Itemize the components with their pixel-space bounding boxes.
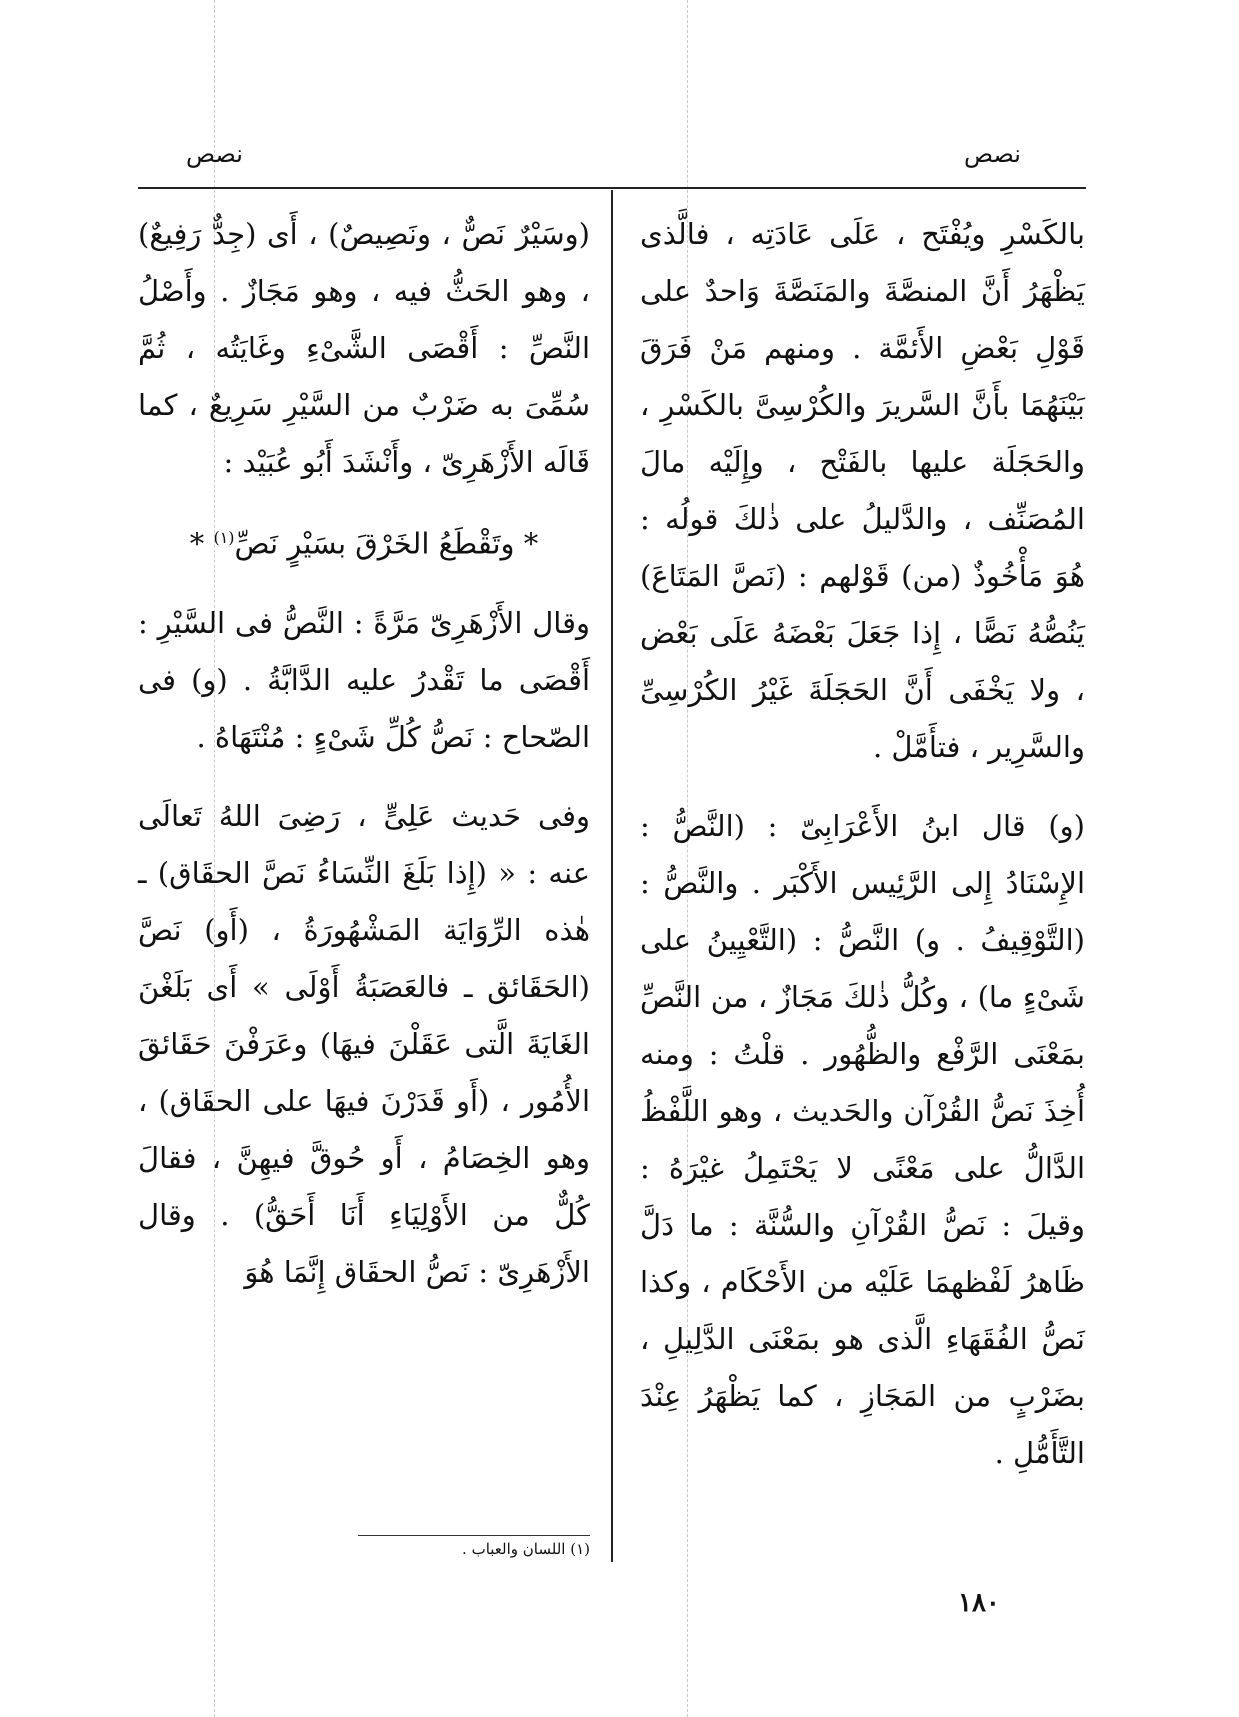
verse-line bbox=[138, 509, 590, 573]
right-paragraph-1: بالكَسْرِ ويُفْتَح ، عَلَى عَادَتِه ، فالَّذى يَظْهَرُ أَنَّ المنصَّةَ والمَنَصَّةَ وَاحدٌ على قَوْلِ بَعْضِ الأَئمَّة . ومنهم مَنْ فَرَقَ بَيْنَهُمَا بأَنَّ السَّريرَ والكُرْسِىَّ بالكَسْرِ ، والحَجَلَة عليها بالفَتْح ، وإِلَيْه مالَ المُصَنِّف ، والدَّليلُ على ذٰلكَ قولُه : هُوَ مَأْخُوذٌ (من) قَوْلهم : (نَصَّ المَتَاعَ) يَنُصُّهُ نَصًّا ، إِذا جَعَلَ بَعْضَهُ عَلَى بَعْض ، ولا يَخْفَى أَنَّ الحَجَلَةَ غَيْرُ الكُرْسِىِّ والسَّرِير ، فتأَمَّلْ . bbox=[640, 217, 1085, 764]
right-paragraph-2: (و) قال ابنُ الأَعْرَابِىّ : (النَّصُّ : الإِسْنَادُ إِلى الرَّئِيس الأَكْبَر . والنَّصُّ : (التَّوْقِيفُ . و) النَّصُّ : (التَّعْيِينُ على شَىْءٍ ما) ، وكُلُّ ذٰلكَ مَجَازٌ ، من النَّصِّ بمَعْنَى الرَّفْع والظُّهُور . قلْتُ : ومنه أُخِذَ نَصُّ القُرْآن والحَديث ، وهو اللَّفْظُ الدَّالُّ على مَعْنًى لا يَحْتَمِلُ غيْرَهُ : وقيلَ : نَصُّ القُرْآنِ والسُّنَّة : ما دَلَّ ظَاهرُ لَفْظهمَا عَلَيْه من الأَحْكَام ، وكذا نَصُّ الفُقَهَاءِ الَّذى هو بمَعْنَى الدَّلِيلِ ، بضَرْبٍ من المَجَازِ ، كما يَظْهَرُ عِنْدَ التَّأَمُّلِ . bbox=[640, 809, 1085, 1470]
footnote-rule bbox=[358, 1535, 590, 1536]
left-paragraph-2: وقال الأَزْهَرِىّ مَرَّةً : النَّصُّ فى السَّيْرِ : أَقْصَى ما تَقْدرُ عليه الدَّابَّةُ . (و) فى الصّحاح : نَصُّ كُلِّ شَىْءٍ : مُنْتَهَاهُ . bbox=[138, 605, 590, 754]
header-rule bbox=[138, 187, 1086, 189]
footnote-ref: (١) bbox=[213, 528, 235, 547]
footnote: (١) اللسان والعباب . bbox=[462, 1540, 590, 1558]
left-column bbox=[138, 206, 590, 1301]
verse-text: * وتَقْطَعُ الخَرْقَ بسَيْرٍ نَصِّ bbox=[234, 526, 539, 561]
verse-end-mark: * bbox=[189, 526, 205, 561]
running-header-left: نصص bbox=[186, 140, 243, 168]
right-column bbox=[640, 206, 1085, 1482]
left-paragraph-3: وفى حَديث عَلِىٍّ ، رَضِىَ اللهُ تَعالَى عنه : « (إِذا بَلَغَ النِّسَاءُ نَصَّ الحقَاق) ـ هٰذه الرِّوَايَة المَشْهُورَةُ ، (أَو) نَصَّ (الحَقَائق ـ فالعَصَبَةُ أَوْلَى » أَى بَلَغْنَ الغَايَةَ الَّتى عَقَلْنَ فيهَا) وعَرَفْنَ حَقَائقَ الأُمُور ، (أَو قَدَرْنَ فيهَا على الحقَاق) ، وهو الخِصَامُ ، أَو حُوقَّ فيهِنَّ ، فقالَ كُلٌّ من الأَوْلِيَاءِ أَنَا أَحَقُّ) . وقال الأَزْهَرِىّ : نَصُّ الحقَاق إِنَّمَا هُوَ bbox=[138, 798, 590, 1289]
left-paragraph-1: (وسَيْرٌ نَصٌّ ، ونَصِيصٌ) ، أَى (جِدٌّ رَفِيعٌ) ، وهو الحَثُّ فيه ، وهو مَجَازٌ . وأَصْلُ النَّصِّ : أَقْصَى الشَّىْءِ وغَايَتُه ، ثُمَّ سُمِّىَ به ضَرْبٌ من السَّيْرِ سَرِيعٌ ، كما قَالَه الأَزْهَرِىّ ، وأَنْشَدَ أَبُو عُبَيْد : bbox=[138, 217, 590, 479]
column-divider bbox=[611, 190, 613, 1562]
running-header-right: نصص bbox=[964, 140, 1021, 168]
page-number: ١٨٠ bbox=[958, 1588, 1000, 1618]
